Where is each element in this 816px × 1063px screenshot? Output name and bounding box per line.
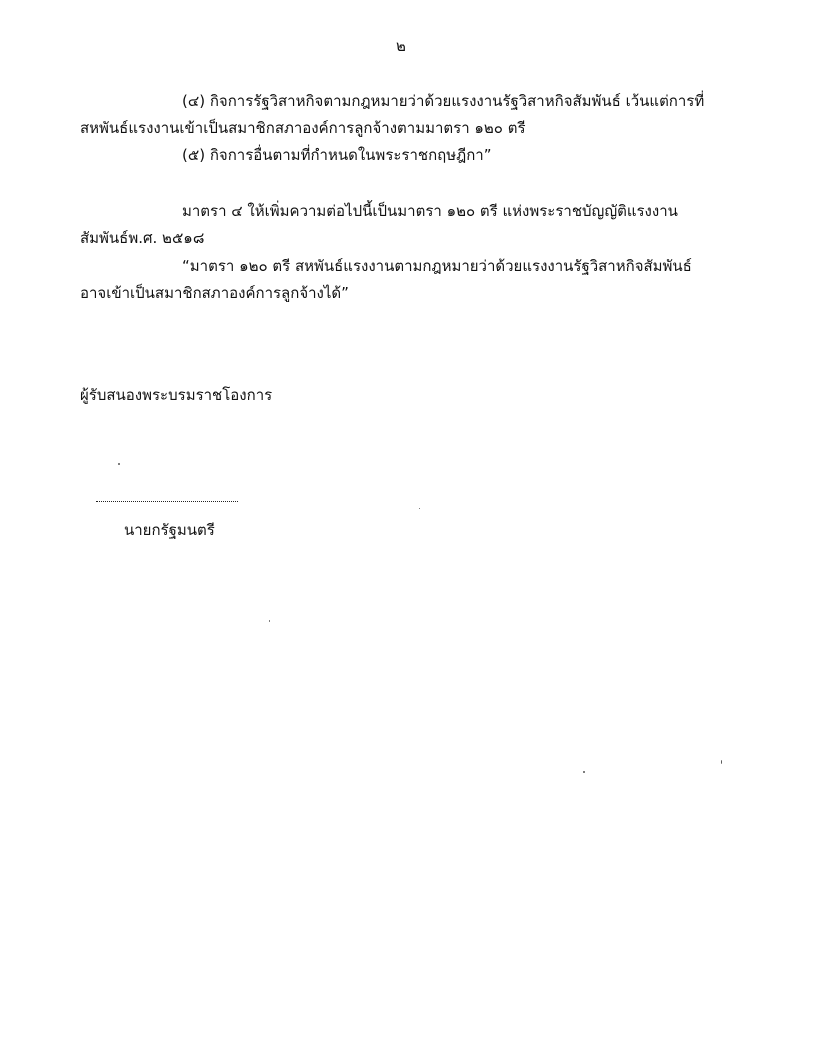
quote-line-1: “มาตรา ๑๒๐ ตรี สหพันธ์แรงงานตามกฎหมายว่าด้วยแรงงานรัฐวิสาหกิจสัมพันธ์ bbox=[182, 257, 692, 275]
item-4-line-2: สหพันธ์แรงงานเข้าเป็นสมาชิกสภาองค์การลูกจ้างตามมาตรา ๑๒๐ ตรี bbox=[80, 119, 526, 137]
item-5: (๕) กิจการอื่นตามที่กำหนดในพระราชกฤษฎีกา” bbox=[182, 146, 492, 164]
countersign-title: นายกรัฐมนตรี bbox=[124, 521, 215, 539]
quote-line-2: อาจเข้าเป็นสมาชิกสภาองค์การลูกจ้างได้” bbox=[80, 284, 349, 302]
countersign-heading: ผู้รับสนองพระบรมราชโองการ bbox=[80, 386, 273, 404]
signature-dotted-line bbox=[96, 501, 238, 502]
item-4-line-1: (๔) กิจการรัฐวิสาหกิจตามกฎหมายว่าด้วยแรงงานรัฐวิสาหกิจสัมพันธ์ เว้นแต่การที่ bbox=[182, 92, 705, 110]
page-number: ๒ bbox=[396, 37, 406, 55]
section-4-line-1: มาตรา ๔ ให้เพิ่มความต่อไปนี้เป็นมาตรา ๑๒๐ ตรี แห่งพระราชบัญญัติแรงงาน bbox=[182, 202, 678, 220]
scan-speck bbox=[118, 463, 120, 465]
scan-speck bbox=[721, 760, 722, 764]
scan-speck bbox=[583, 771, 585, 773]
scan-speck bbox=[419, 508, 420, 509]
scan-speck bbox=[269, 620, 270, 622]
section-4-line-2: สัมพันธ์พ.ศ. ๒๕๑๘ bbox=[80, 229, 205, 247]
